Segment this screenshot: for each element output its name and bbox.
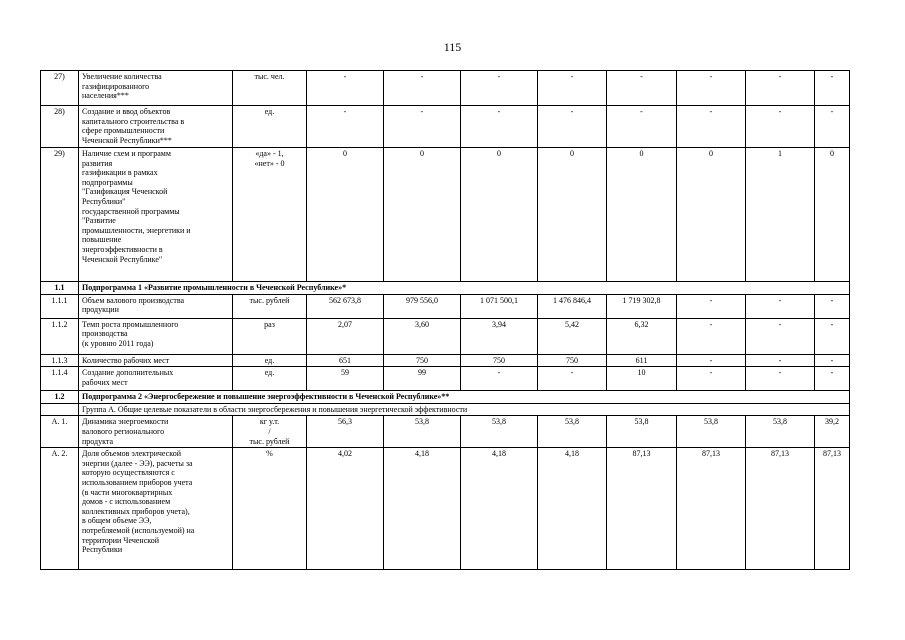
value-cell: 6,32 [607,318,677,354]
value-cell: - [461,367,538,391]
row-number: А. 2. [41,448,79,570]
value-cell: 53,8 [746,416,815,448]
value-cell: 87,13 [746,448,815,570]
value-cell: - [384,71,461,106]
value-cell: 87,13 [607,448,677,570]
value-cell: 4,18 [538,448,607,570]
unit-cell: кг у.т. / тыс. рублей [233,416,307,448]
value-cell: - [677,354,746,367]
indicator-name: Динамика энергоемкости валового регионального продукта [79,416,233,448]
value-cell: 0 [307,148,384,282]
value-cell: 0 [538,148,607,282]
value-cell: 53,8 [677,416,746,448]
section-number: 1.1 [41,282,79,295]
group-number-cell [41,403,79,416]
indicators-table [40,70,850,570]
value-cell: - [538,71,607,106]
row-number: А. 1. [41,416,79,448]
value-cell: 87,13 [815,448,850,570]
value-cell: 3,60 [384,318,461,354]
unit-cell: раз [233,318,307,354]
value-cell: 53,8 [384,416,461,448]
value-cell: - [746,294,815,318]
value-cell: - [538,367,607,391]
value-cell: - [815,354,850,367]
table-row [41,294,850,318]
table-row [41,318,850,354]
unit-cell: тыс. чел. [233,71,307,106]
value-cell: 1 071 500,1 [461,294,538,318]
value-cell: 2,07 [307,318,384,354]
value-cell: 0 [607,148,677,282]
row-number: 1.1.4 [41,367,79,391]
value-cell: - [677,71,746,106]
indicator-name: Объем валового производства продукции [79,294,233,318]
value-cell: - [677,367,746,391]
unit-cell: ед. [233,106,307,148]
indicator-name: Доля объемов электрической энергии (далее - ЭЭ), расчеты за которую осуществляются с использованием приборов учета (в части многоквартирных домов - с использованием коллективных приборов учета), в общем объеме ЭЭ, потребляемой (используемой) на территории Чеченской Республики [79,448,233,570]
indicator-name: Наличие схем и программ развития газификации в рамках подпрограммы "Газификация Чеченской Республики" государственной программы "Развитие промышленности, энергетики и повышение энергоэффективности в Чеченской Республике" [79,148,233,282]
value-cell: 651 [307,354,384,367]
unit-cell: тыс. рублей [233,294,307,318]
table-row [41,106,850,148]
value-cell: 4,18 [461,448,538,570]
value-cell: - [746,367,815,391]
row-number: 29) [41,148,79,282]
value-cell: - [677,294,746,318]
indicator-name: Количество рабочих мест [79,354,233,367]
indicator-name: Создание дополнительных рабочих мест [79,367,233,391]
value-cell: 53,8 [461,416,538,448]
section-title: Подпрограмма 1 «Развитие промышленности в Чеченской Республике»* [79,282,850,295]
value-cell: - [607,71,677,106]
value-cell: - [746,71,815,106]
row-number: 27) [41,71,79,106]
value-cell: - [815,367,850,391]
value-cell: 0 [815,148,850,282]
value-cell: 750 [538,354,607,367]
value-cell: 53,8 [607,416,677,448]
value-cell: - [815,294,850,318]
table-row [41,416,850,448]
value-cell: - [307,106,384,148]
table-row [41,71,850,106]
value-cell: - [815,71,850,106]
unit-cell: «да» - 1, «нет» - 0 [233,148,307,282]
unit-cell: ед. [233,354,307,367]
value-cell: - [384,106,461,148]
value-cell: 5,42 [538,318,607,354]
value-cell: 1 476 846,4 [538,294,607,318]
value-cell: 0 [677,148,746,282]
indicator-name: Создание и ввод объектов капитального строительства в сфере промышленности Чеченской Республики*** [79,106,233,148]
indicator-name: Увеличение количества газифицированного населения*** [79,71,233,106]
value-cell: 3,94 [461,318,538,354]
value-cell: - [538,106,607,148]
value-cell: 4,02 [307,448,384,570]
value-cell: 10 [607,367,677,391]
value-cell: 1 [746,148,815,282]
value-cell: - [461,106,538,148]
value-cell: 87,13 [677,448,746,570]
row-number: 28) [41,106,79,148]
section-row [41,391,850,404]
value-cell: 611 [607,354,677,367]
value-cell: - [307,71,384,106]
value-cell: 979 556,0 [384,294,461,318]
group-row [41,403,850,416]
section-title: Подпрограмма 2 «Энергосбережение и повышение энергоэффективности в Чеченской Республике»** [79,391,850,404]
table-row [41,354,850,367]
value-cell: - [607,106,677,148]
value-cell: 1 719 302,8 [607,294,677,318]
value-cell: 562 673,8 [307,294,384,318]
value-cell: 53,8 [538,416,607,448]
row-number: 1.1.2 [41,318,79,354]
value-cell: - [677,106,746,148]
value-cell: 56,3 [307,416,384,448]
unit-cell: % [233,448,307,570]
value-cell: 4,18 [384,448,461,570]
row-number: 1.1.1 [41,294,79,318]
section-number: 1.2 [41,391,79,404]
table-row [41,367,850,391]
value-cell: 750 [384,354,461,367]
value-cell: - [815,318,850,354]
value-cell: 0 [384,148,461,282]
table-row [41,148,850,282]
value-cell: 59 [307,367,384,391]
value-cell: 0 [461,148,538,282]
value-cell: - [746,354,815,367]
section-row [41,282,850,295]
value-cell: 39,2 [815,416,850,448]
value-cell: 99 [384,367,461,391]
table-row [41,448,850,570]
page-number: 115 [443,40,462,54]
value-cell: - [746,318,815,354]
group-title: Группа А. Общие целевые показатели в области энергосбережения и повышения энергетической эффективности [79,403,850,416]
value-cell: - [746,106,815,148]
value-cell: - [677,318,746,354]
row-number: 1.1.3 [41,354,79,367]
value-cell: 750 [461,354,538,367]
unit-cell: ед. [233,367,307,391]
value-cell: - [815,106,850,148]
value-cell: - [461,71,538,106]
indicator-name: Темп роста промышленного производства (к уровню 2011 года) [79,318,233,354]
